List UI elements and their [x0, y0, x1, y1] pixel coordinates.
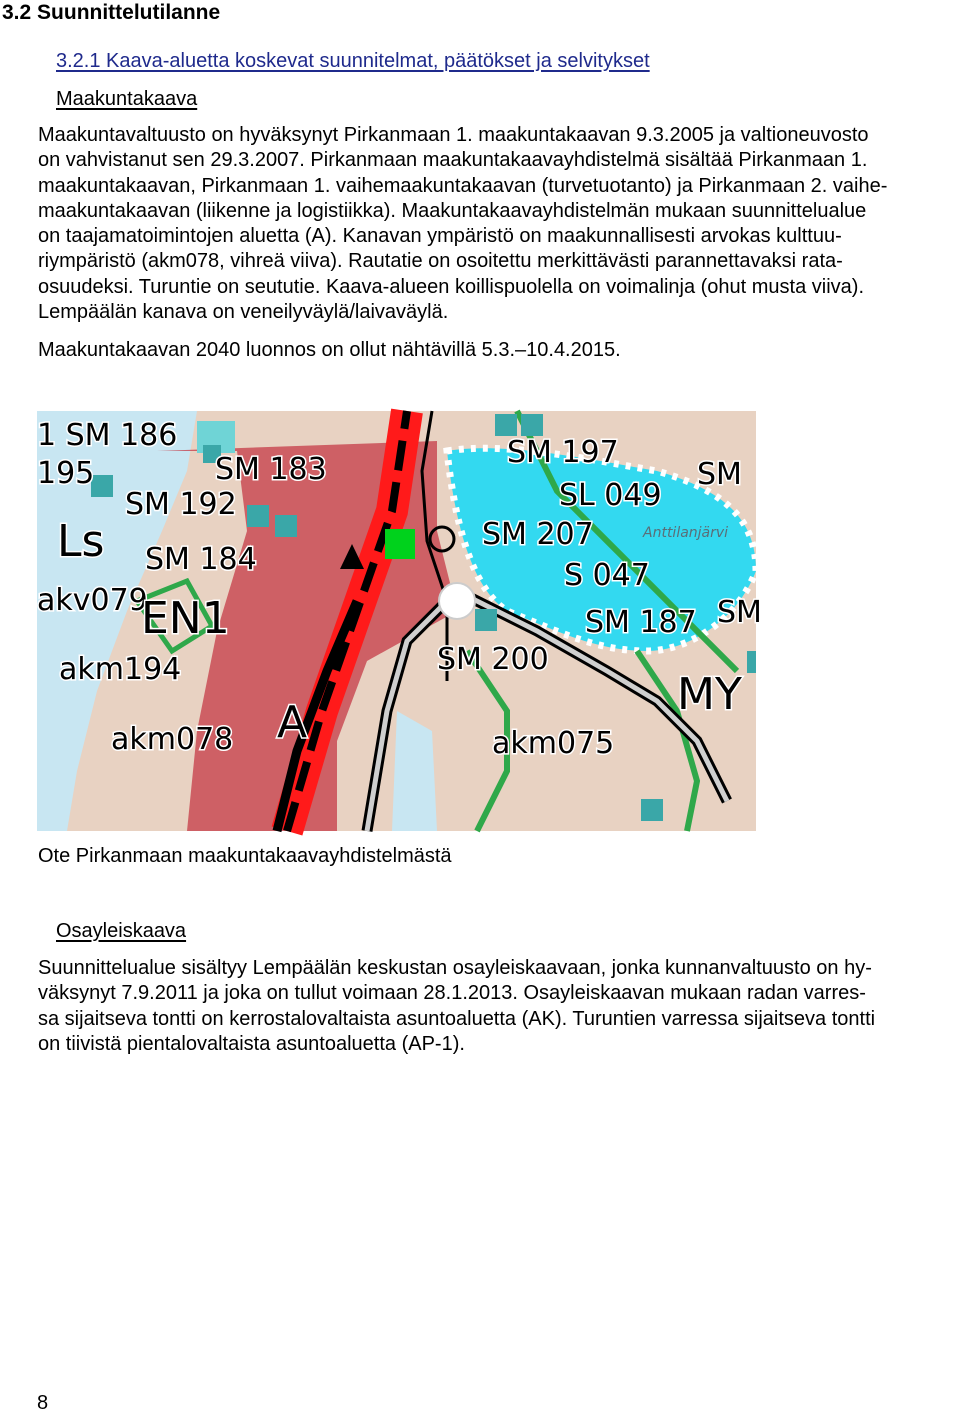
paragraph-line: Suunnittelualue sisältyy Lempäälän keskustan osayleiskaavaan, jonka kunnanvaltuusto on hy- [38, 957, 872, 979]
paragraph-line: Lempäälän kanava on veneilyväylä/laivaväylä. [38, 301, 449, 324]
paragraph-line: väksynyt 7.9.2011 ja joka on tullut voimaan 28.1.2013. Osayleiskaavan mukaan radan varres- [38, 982, 866, 1005]
marker-square-5 [275, 515, 297, 537]
map-label-sm207: SM 207 [482, 517, 594, 552]
paragraph-line: on taajamatoimintojen aluetta (A). Kanavan ympäristö on maakunnallisesti arvokas kulttuu- [38, 225, 842, 248]
map-label-sm197: SM 197 [507, 435, 619, 470]
map-label-ls: Ls [57, 516, 105, 567]
map-label-sm192: SM 192 [125, 487, 237, 522]
maakuntakaava-heading: Maakuntakaava [56, 88, 198, 110]
osayleiskaava-paragraph [38, 956, 960, 1057]
marker-square-6 [495, 414, 517, 436]
osayleiskaava-heading: Osayleiskaava [56, 920, 187, 942]
paragraph-line: maakuntakaavan (liikenne ja logistiikka). Maakuntakaavayhdistelmän mukaan suunnittelualue [38, 199, 867, 222]
marker-square-3 [91, 475, 113, 497]
paragraph-line: osuudeksi. Turuntie on seututie. Kaava-alueen koillispuolella on voimalinja (ohut musta viiva). [38, 275, 865, 298]
draft-note: Maakuntakaavan 2040 luonnos on ollut nähtävillä 5.3.–10.4.2015. [38, 339, 621, 361]
map-label-akm078: akm078 [111, 722, 234, 757]
paragraph-line: on vahvistanut sen 29.3.2007. Pirkanmaan maakuntakaavayhdistelmä sisältää Pirkanmaan 1. [38, 149, 868, 172]
marker-square-10 [747, 651, 756, 673]
paragraph-line: sa sijaitseva tontti on kerrostalovaltaista asuntoaluetta (AK). Turuntien varressa sijaitseva tontti [38, 1007, 876, 1030]
marker-square-9 [641, 799, 663, 821]
map-label-sl049: SL 049 [559, 478, 662, 513]
section-heading: 3.2 Suunnittelutilanne [2, 1, 221, 24]
marker-square-4 [247, 505, 269, 527]
map-label-akm075: akm075 [492, 726, 615, 761]
regional-plan-map [37, 411, 762, 831]
map-label-sm-right: SM [697, 457, 742, 492]
map-caption: Ote Pirkanmaan maakuntakaavayhdistelmästä [38, 845, 452, 867]
maakuntakaava-paragraph [38, 123, 960, 325]
page-number: 8 [37, 1392, 49, 1414]
map-label-195: 195 [37, 456, 95, 491]
map-label-en1: EN1 [141, 593, 230, 644]
map-label-sm187: SM 187 [585, 605, 697, 640]
map-label-s047: S 047 [564, 558, 650, 593]
marker-square-8 [475, 609, 497, 631]
map-label-sm186: 1 SM 186 [37, 418, 178, 453]
map-label-akv079: akv079 [37, 583, 148, 618]
map-label-my: MY [677, 669, 742, 720]
map-label-sm200: SM 200 [437, 642, 549, 677]
marker-square-7 [521, 414, 543, 436]
green-square-marker [385, 529, 415, 559]
paragraph-line: Maakuntavaltuusto on hyväksynyt Pirkanmaan 1. maakuntakaavan 9.3.2005 ja valtioneuvosto [38, 124, 869, 146]
map-label-sm-right2: SM [717, 595, 762, 630]
map-label-sm184: SM 184 [145, 542, 257, 577]
map-label-a: A [277, 697, 308, 748]
map-label-akm194: akm194 [59, 652, 182, 687]
map-label-anttilanjarvi: Anttilanjärvi [643, 525, 729, 541]
junction-circle [439, 583, 475, 619]
paragraph-line: maakuntakaavan, Pirkanmaan 1. vaihemaakuntakaavan (turvetuotanto) ja Pirkanmaan 2. vaihe- [38, 174, 888, 197]
paragraph-line: on tiivistä pientalovaltaista asuntoaluetta (AP-1). [38, 1032, 465, 1055]
map-label-sm183: SM 183 [215, 452, 327, 487]
paragraph-line: riympäristö (akm078, vihreä viiva). Rautatie on osoitettu merkittävästi parannettavaksi rata- [38, 250, 843, 273]
subsection-heading: 3.2.1 Kaava-aluetta koskevat suunnitelmat, päätökset ja selvitykset [56, 50, 650, 72]
